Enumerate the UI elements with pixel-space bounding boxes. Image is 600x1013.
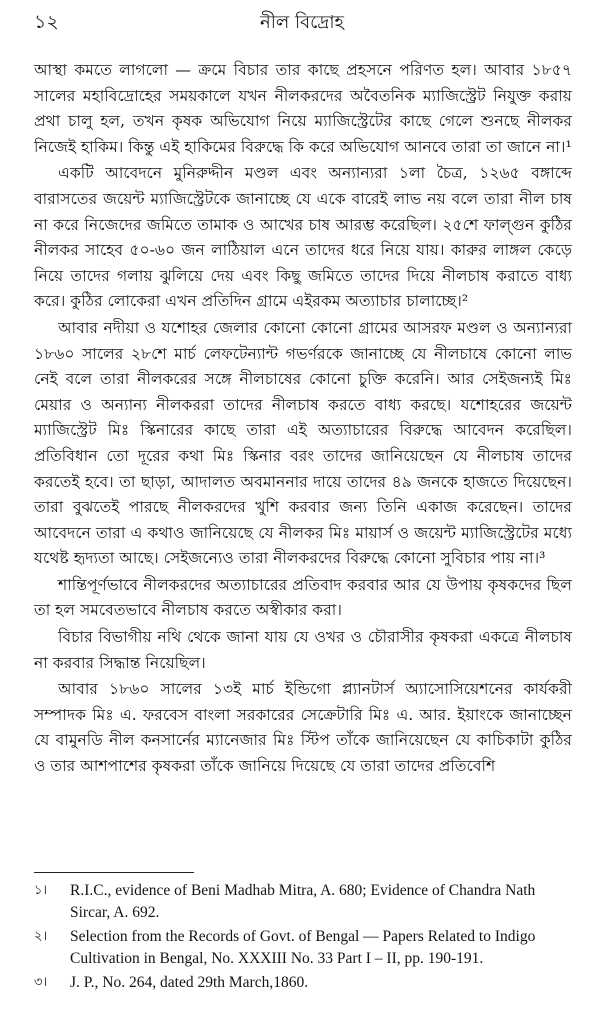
footnote-text: Selection from the Records of Govt. of Bengal — Papers Related to Indigo Cultivation in Bengal, No. XXXIII No. 33 Part I – II, pp. 190-191.	[70, 928, 536, 967]
running-title: নীল বিদ্রোহ	[259, 12, 345, 33]
footnotes	[34, 880, 570, 996]
body-text	[34, 58, 572, 780]
footnote-marker: ৩।	[34, 975, 48, 990]
footnote	[34, 926, 570, 970]
page-header	[34, 8, 570, 40]
footnote-text: J. P., No. 264, dated 29th March,1860.	[70, 974, 309, 991]
paragraph: একটি আবেদনে মুনিরুদ্দীন মণ্ডল এবং অন্যান্যরা ১লা চৈত্র, ১২৬৫ বঙ্গাব্দে বারাসতের জয়েন্ট ম্যাজিস্ট্রেটকে জানাচ্ছে যে একে বারেই লাভ নয় বলে তারা নীল চাষ না করে নিজেদের জমিতে তামাক ও আখের চাষ আরম্ভ করেছিল। ২৫শে ফাল্গুন কুঠির নীলকর সাহেব ৫০-৬০ জন লাঠিয়াল এনে তাদের ধরে নিয়ে যায়। কারুর লাঙ্গল কেড়ে নিয়ে তাদের গলায় ঝুলিয়ে দেয় এবং কিছু জমিতে তাদের দিয়ে নীলচাষ করাতে বাধ্য করে। কুঠির লোকেরা এখন প্রতিদিন গ্রামে এইরকম অত্যাচার চালাচ্ছে।²	[34, 164, 572, 311]
footnote	[34, 880, 570, 924]
footnote-marker: ১।	[34, 883, 48, 898]
paragraph: আস্থা কমতে লাগলো — ক্রমে বিচার তার কাছে প্রহসনে পরিণত হল। আবার ১৮৫৭ সালের মহাবিদ্রোহের সময়কালে যখন নীলকরদের অবৈতনিক ম্যাজিস্ট্রেট নিযুক্ত করায় প্রথা চালু হল, তখন কৃষক অভিযোগ নিয়ে ম্যাজিস্ট্রেটের কাছে গেলে শুনছে নীলকর নিজেই হাকিম। কিন্তু এই হাকিমের বিরুদ্ধে কি করে অভিযোগ আনবে তারা তা জানে না।¹	[34, 61, 572, 156]
paragraph: আবার নদীয়া ও যশোহর জেলার কোনো কোনো গ্রামের আসরফ মণ্ডল ও অন্যান্যরা ১৮৬০ সালের ২৮শে মার্চ লেফটেন্যান্ট গভর্ণরকে জানাচ্ছে যে নীলচাষে কোনো লাভ নেই বলে তারা নীলকরের সঙ্গে নীলচাষের কোনো চুক্তি করেনি। আর সেইজন্যই মিঃ মেয়ার ও অন্যান্য নীলকররা তাদের নীলচাষ করতে বাধ্য করছে। যশোহরের জয়েন্ট ম্যাজিস্ট্রেট মিঃ স্কিনারের কাছে তারা এই অত্যাচারের বিরুদ্ধে আবেদন করেছিল। প্রতিবিধান তো দূরের কথা মিঃ স্কিনার বরং তাদের জানিয়েছেন যে নীলচাষ তাদের করতেই হবে। তা ছাড়া, আদালত অবমাননার দায়ে তাদের ৪৯ জনকে হাজতে দিয়েছেন। তারা বুঝতেই পারছে নীলকরদের খুশি করবার জন্য তিনি একাজ করেছেন। তাদের আবেদনে তারা এ কথাও জানিয়েছে যে নীলকর মিঃ মায়ার্স ও জয়েন্ট ম্যাজিস্ট্রেটের মধ্যে যথেষ্ট হৃদ্যতা আছে। সেইজন্যেও তারা নীলকরদের বিরুদ্ধে কোনো সুবিচার পায় না।³	[34, 318, 573, 568]
footnote-marker: ২।	[34, 929, 48, 944]
page-number: ১২	[34, 11, 59, 33]
footnote	[34, 972, 570, 994]
paragraph: বিচার বিভাগীয় নথি থেকে জানা যায় যে ওখর ও চৌরাসীর কৃষকরা একত্রে নীলচাষ না করবার সিদ্ধান্ত নিয়েছিল।	[34, 628, 572, 672]
footnote-text: R.I.C., evidence of Beni Madhab Mitra, A. 680; Evidence of Chandra Nath Sircar, A. 692.	[70, 882, 536, 921]
footnote-divider	[34, 872, 194, 873]
paragraph: আবার ১৮৬০ সালের ১৩ই মার্চ ইন্ডিগো প্ল্যানটার্স অ্যাসোসিয়েশনের কার্যকরী সম্পাদক মিঃ এ. ফরবেস বাংলা সরকারের সেক্রেটারি মিঃ এ. আর. ইয়াংকে জানাচ্ছেন যে বামুনডি নীল কনসার্নের ম্যানেজার মিঃ স্টিপ তাঁকে জানিয়েছেন যে কাচিকাটা কুঠির ও তার আশপাশের কৃষকরা তাঁকে জানিয়ে দিয়েছে যে তারা তাদের প্রতিবেশি	[34, 680, 572, 776]
paragraph: শান্তিপূর্ণভাবে নীলকরদের অত্যাচারের প্রতিবাদ করবার আর যে উপায় কৃষকদের ছিল তা হল সমবেতভাবে নীলচাষ করতে অস্বীকার করা।	[34, 575, 572, 620]
